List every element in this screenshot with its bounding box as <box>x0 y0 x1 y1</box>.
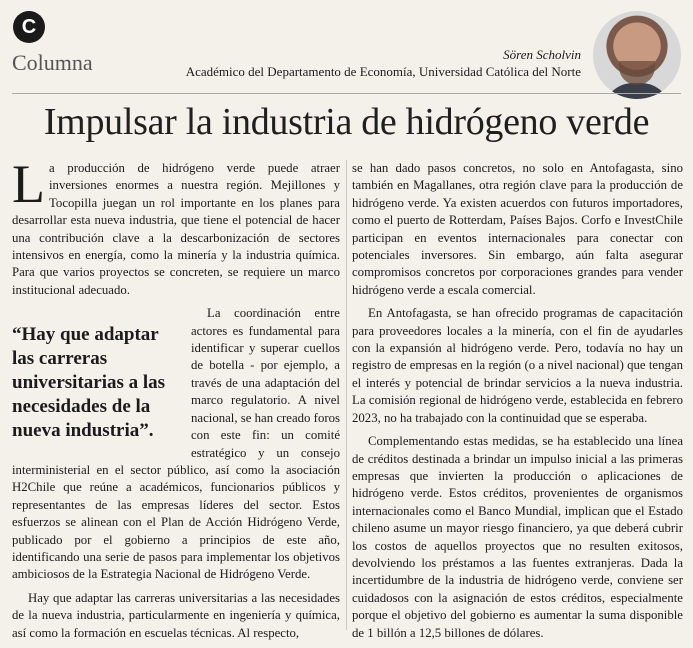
paragraph-2: La coordinación entre actores es fundamental para identificar y superar cuellos de botella - por ejemplo, a través de una adaptación del marco regulatorio. A nivel nacional, se han creado foros con este fin: un comité estratégico y un consejo interministerial en el sector público, así como la asociación H2Chile que reúne a académicos, funcionarios públicos y representantes de las empresas líderes del sector. Estos esfuerzos se alinean con el Plan de Acción Hidrógeno Verde, publicado por el gobierno a principios de este año, identificando una serie de pasos para implementar los objetivos ambiciosos de la Estrategia Nacional de Hidrógeno Verde. <box>12 306 340 582</box>
column-right <box>352 160 683 648</box>
header-rule <box>12 93 681 94</box>
paragraph-3: Hay que adaptar las carreras universitarias a las necesidades de la nueva industria, particularmente en ingeniería y química, así como la formación en escuelas técnicas. Al respecto, <box>12 590 340 640</box>
author-name: Sören Scholvin <box>503 47 581 62</box>
column-left <box>12 154 340 648</box>
author-role: Académico del Departamento de Economía, Universidad Católica del Norte <box>185 64 581 79</box>
paragraph-1 <box>12 154 340 299</box>
drop-cap: L <box>12 154 45 214</box>
pull-quote: “Hay que adaptar las carreras universitarias a las necesidades de la nueva industria”. <box>12 324 166 442</box>
paragraph-6: Complementando estas medidas, se ha establecido una línea de créditos destinada a brindar un impulso inicial a las primeras empresas que invierten la producción o aplicaciones de hidrógeno verde. Estos créditos, provenientes de organismos internacionales como el Banco Mundial, implican que el Estado chileno asume un mayor riesgo financiero, ya que deberá cubrir los costos de aquellos proyectos que no resulten exitosos, devolviendo los préstamos a las fuentes extranjeras. Dada la incertidumbre de la industria de hidrógeno verde, conviene ser cuidadosos con la asignación de estos créditos, especialmente porque el objetivo del gobierno es aumentar la suma disponible de 1 billón a 12,5 billones de dólares. <box>352 434 683 640</box>
section-label: Columna <box>12 50 93 75</box>
author-photo <box>593 11 681 99</box>
paragraph-4: se han dado pasos concretos, no solo en Antofagasta, sino también en Magallanes, otra región clave para la producción de hidrógeno verde. Ya existen acuerdos con futuros importadores, como el puerto de Rotterdam, Países Bajos. Corfo e InvestChile participan en eventos internacionales para conectar con potenciales inversores. Sin embargo, aún falta asegurar compromisos concretos por corporaciones grandes para vender hidrógeno verde a escala comercial. <box>352 161 683 297</box>
paragraph-5: En Antofagasta, se han ofrecido programas de capacitación para proveedores locales a la minería, con el fin de ayudarles con la expansión al hidrógeno verde. Pero, todavía no hay un registro de empresas en la región (o a nivel nacional) que tengan el interés y potencial de brindar servicios a la nueva industria. La comisión regional de hidrógeno verde, establecida en febrero 2023, no ha trabajado con la continuidad que se esperaba. <box>352 306 683 425</box>
column-divider <box>346 160 347 630</box>
headline: Impulsar la industria de hidrógeno verde <box>43 101 650 143</box>
paragraph-1-text: a producción de hidrógeno verde puede atraer inversiones enormes a nuestra región. Mejillones y Tocopilla juegan un rol importante en los planes para desarrollar esta nueva industria, que tiene el potencial de hacer una contribución clave a la descarbonización de sectores intensivos en energía, como la minería y la industria química. Para que varios proyectos se concreten, se requiere un marco institucional adecuado. <box>12 161 340 297</box>
column-badge: C <box>13 11 45 43</box>
author-block <box>186 46 581 80</box>
